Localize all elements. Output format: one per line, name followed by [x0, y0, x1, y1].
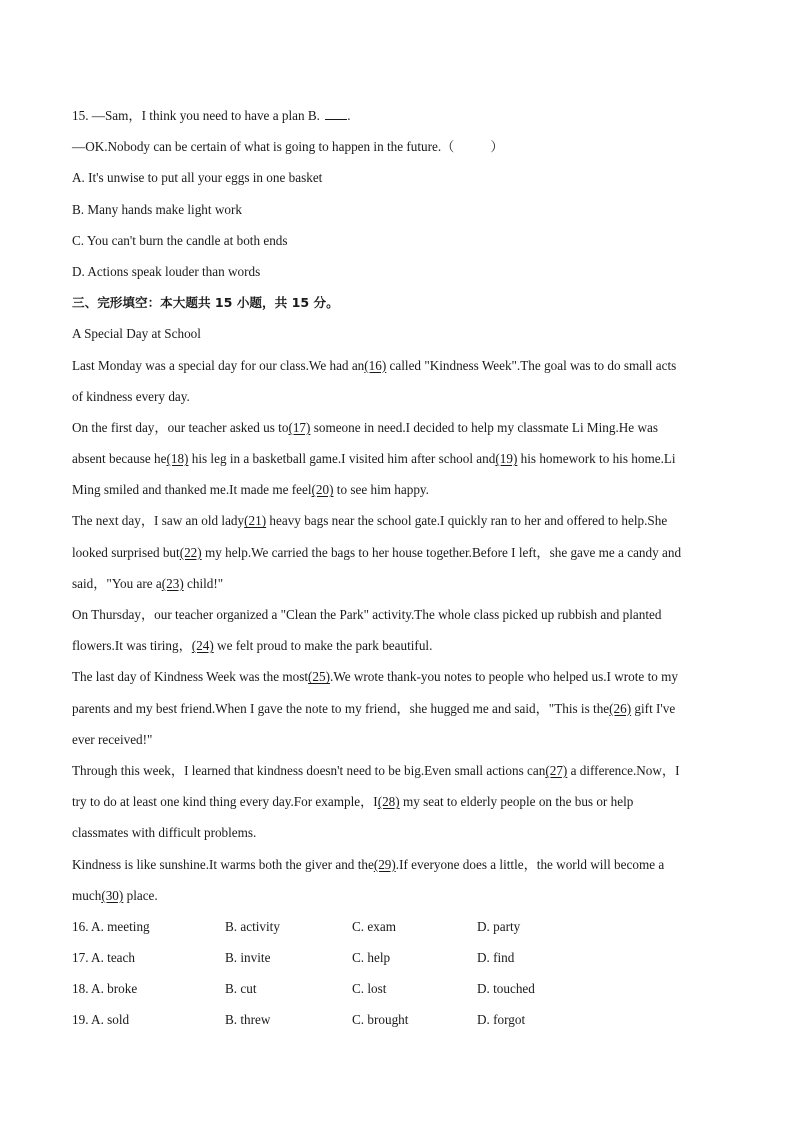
passage-line: Last Monday was a special day for our class.We had an(16) called "Kindness Week".The goal was to do small acts [72, 357, 677, 373]
question-text: 15. —Sam，I think you need to have a plan B. [72, 108, 324, 123]
choice-a: 18. A. broke [72, 981, 138, 997]
choice-b: B. activity [225, 918, 280, 934]
option-b: B. Many hands make light work [72, 201, 242, 217]
choice-a: 19. A. sold [72, 1012, 130, 1028]
choice-c: C. lost [352, 981, 387, 997]
option-d: D. Actions speak louder than words [72, 263, 261, 279]
passage-line: much(30) place. [72, 887, 158, 903]
blank-17: (17) [288, 419, 311, 435]
blank-30: (30) [101, 887, 124, 903]
blank-19: (19) [495, 451, 518, 467]
blank-18: (18) [166, 451, 189, 467]
section-heading: 三、完形填空：本大题共 15 小题，共 15 分。 [72, 295, 339, 311]
passage-line: absent because he(18) his leg in a basketball game.I visited him after school and(19) his homework to his home.Li [72, 451, 676, 467]
blank-16: (16) [364, 357, 387, 373]
passage-line: Ming smiled and thanked me.It made me feel(20) to see him happy. [72, 482, 429, 498]
blank-25: (25) [308, 669, 331, 685]
passage-line: The last day of Kindness Week was the most(25).We wrote thank-you notes to people who helped us.I wrote to my [72, 669, 678, 685]
choice-c: C. help [352, 950, 391, 966]
choice-c: C. brought [352, 1012, 409, 1028]
option-c: C. You can't burn the candle at both ends [72, 232, 288, 248]
question-15-reply [72, 131, 724, 162]
choice-b: B. invite [225, 950, 271, 966]
choice-d: D. party [477, 918, 521, 934]
choice-b: B. cut [225, 981, 257, 997]
blank-27: (27) [545, 762, 568, 778]
passage-line: said，"You are a(23) child!" [72, 575, 224, 591]
choice-c: C. exam [352, 918, 396, 934]
blank-21: (21) [244, 513, 267, 529]
blank-22: (22) [179, 544, 202, 560]
blank-23: (23) [161, 575, 184, 591]
question-text: . [347, 108, 351, 123]
passage-line: The next day，I saw an old lady(21) heavy bags near the school gate.I quickly ran to her and offered to help.She [72, 513, 668, 529]
choice-a: 17. A. teach [72, 950, 135, 966]
question-text: —OK.Nobody can be certain of what is going to happen in the future.（ [72, 139, 455, 155]
option-a: A. It's unwise to put all your eggs in one basket [72, 170, 323, 186]
exam-page [72, 100, 724, 1036]
blank-29: (29) [373, 856, 396, 872]
passage-line: looked surprised but(22) my help.We carried the bags to her house together.Before I left，she gave me a candy and [72, 544, 682, 560]
passage-line: classmates with difficult problems. [72, 825, 257, 841]
passage-line: Kindness is like sunshine.It warms both the giver and the(29).If everyone does a little，the world will become a [72, 856, 665, 872]
passage-line: parents and my best friend.When I gave the note to my friend，she hugged me and said，"This is the(26) gift I've [72, 700, 676, 716]
passage-line: flowers.It was tiring，(24) we felt proud to make the park beautiful. [72, 638, 433, 654]
choice-row-19 [72, 1004, 724, 1035]
blank-24: (24) [191, 638, 214, 654]
passage-line: ever received!" [72, 731, 153, 747]
choice-b: B. threw [225, 1012, 271, 1028]
passage-line: Through this week，I learned that kindness doesn't need to be big.Even small actions can(27) a difference.Now，I [72, 762, 680, 778]
question-15-stem [72, 100, 724, 131]
choice-d: D. find [477, 950, 515, 966]
blank-26: (26) [609, 700, 632, 716]
choice-d: D. touched [477, 981, 535, 997]
passage-line: On the first day，our teacher asked us to(17) someone in need.I decided to help my classmate Li Ming.He was [72, 419, 658, 435]
choice-d: D. forgot [477, 1012, 526, 1028]
choice-row-17 [72, 942, 724, 973]
question-text: ） [490, 139, 504, 155]
blank-28: (28) [377, 794, 400, 810]
choice-row-18 [72, 973, 724, 1004]
passage-line: On Thursday，our teacher organized a "Clean the Park" activity.The whole class picked up rubbish and planted [72, 607, 662, 622]
passage-line: of kindness every day. [72, 388, 190, 404]
passage-line: try to do at least one kind thing every day.For example，I(28) my seat to elderly people on the bus or help [72, 794, 634, 810]
passage-title: A Special Day at School [72, 326, 201, 342]
answer-blank [325, 107, 347, 120]
blank-20: (20) [311, 482, 334, 498]
choice-a: 16. A. meeting [72, 918, 150, 934]
choice-row-16 [72, 911, 724, 942]
